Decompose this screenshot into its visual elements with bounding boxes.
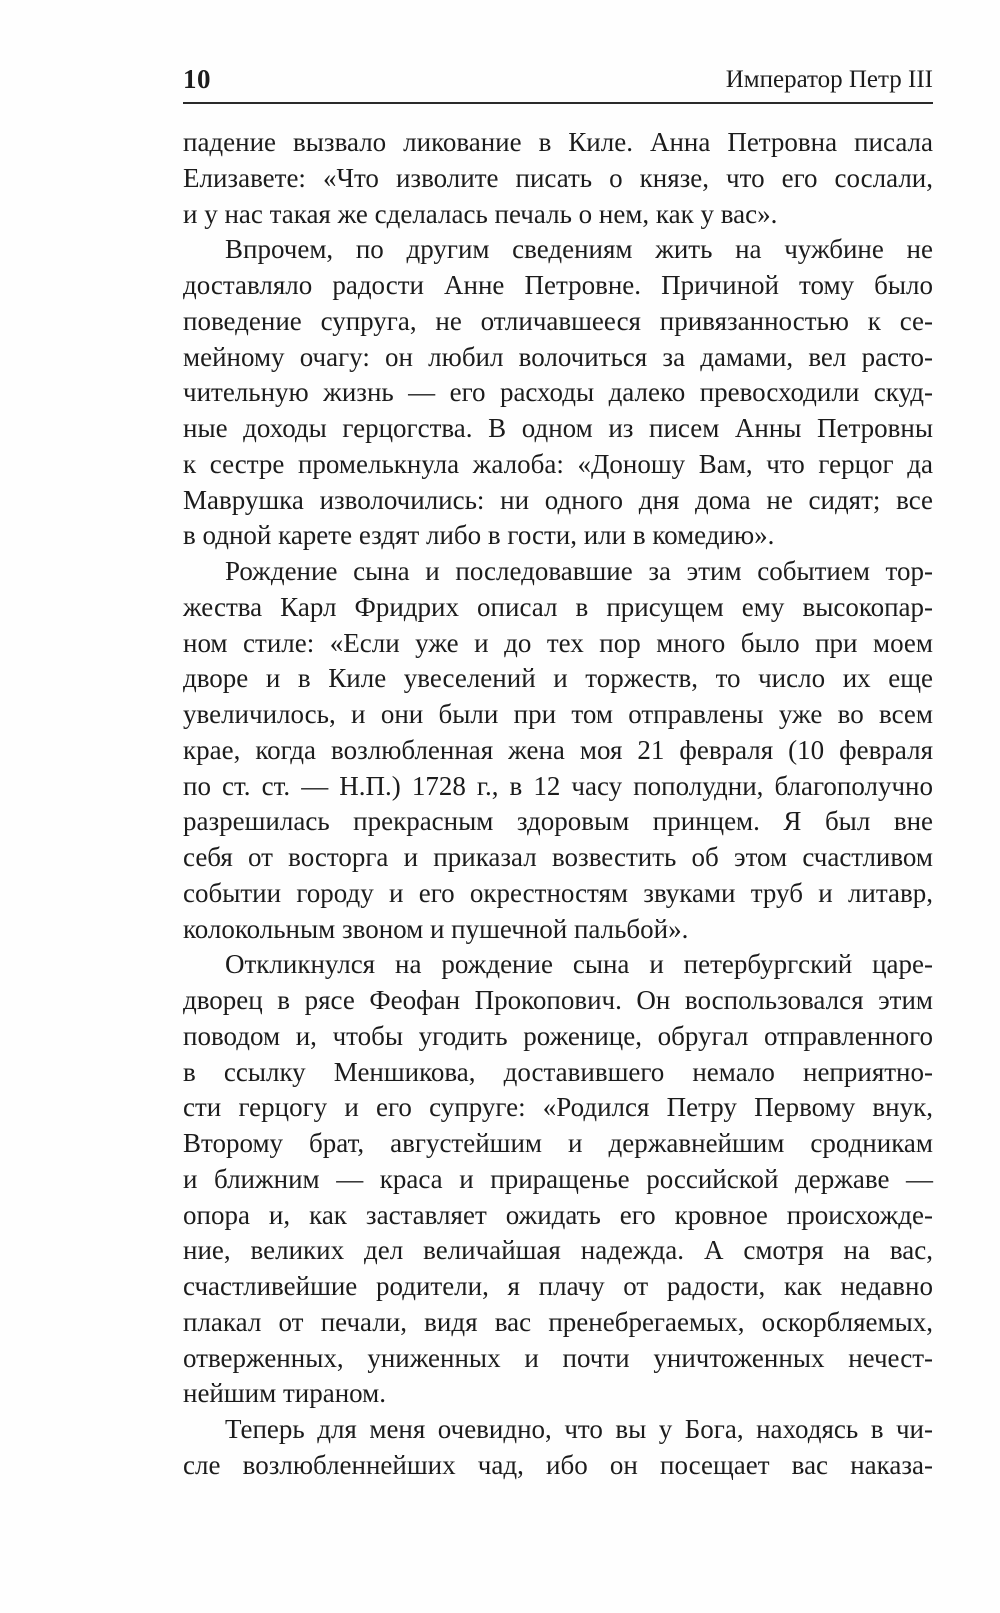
running-title: Император Петр III (725, 66, 933, 93)
text-line: падение вызвало ликование в Киле. Анна Петровна писала (183, 127, 933, 157)
text-line: опора и, как заставляет ожидать его кровное происхожде- (183, 1199, 933, 1230)
text-line: в ссылку Меншикова, доставившего немало неприятно- (183, 1056, 933, 1087)
text-line: Второму брат, августейшим и державнейшим сродникам (183, 1128, 933, 1158)
text-line: мейному очагу: он любил волочиться за дамами, вел расто- (183, 341, 933, 372)
text-line: увеличилось, и они были при том отправлены уже во всем (183, 699, 933, 729)
text-line: счастливейшие родители, я плачу от радости, как недавно (183, 1271, 933, 1301)
text-line: поведение супруга, не отличавшееся привязанностью к се- (183, 305, 933, 336)
text-line: в одной карете ездят либо в гости, или в комедию». (183, 520, 775, 551)
text-line: доставляло радости Анне Петровне. Причиной тому было (183, 270, 933, 300)
text-line: ние, великих дел величайшая надежда. А смотря на вас, (183, 1235, 933, 1266)
text-line: ном стиле: «Если уже и до тех пор много было при моем (183, 627, 933, 658)
text-line: сле возлюбленнейших чад, ибо он посещает вас наказа- (183, 1449, 933, 1480)
text-line: жества Карл Фридрих описал в присущем ему высокопар- (183, 591, 933, 622)
text-line: и ближним — краса и приращенье российской державе — (183, 1163, 933, 1194)
text-line: и у нас такая же сделалась печаль о нем, как у вас». (183, 198, 778, 229)
text-line: чительную жизнь — его расходы далеко превосходили скуд- (183, 377, 933, 408)
text-line: Елизавете: «Что изволите писать о князе, что его сослали, (183, 162, 933, 193)
text-line: дворец в рясе Феофан Прокопович. Он воспользовался этим (183, 985, 933, 1015)
text-line: Рождение сына и последовавшие за этим событием тор- (225, 556, 933, 586)
text-line: крае, когда возлюбленная жена моя 21 февраля (10 февраля (183, 734, 933, 765)
text-line: событии городу и его окрестностям звуками труб и литавр, (183, 877, 933, 908)
page-header (183, 62, 933, 104)
text-line: Маврушка изволочились: ни одного дня дома не сидят; все (183, 484, 933, 515)
text-line: дворе и в Киле увеселений и торжеств, то число их еще (183, 663, 933, 694)
text-line: разрешилась прекрасным здоровым принцем. Я был вне (183, 806, 933, 837)
text-line: Теперь для меня очевидно, что вы у Бога, находясь в чи- (225, 1414, 933, 1444)
page-number: 10 (183, 64, 211, 94)
text-line: поводом и, чтобы угодить роженице, обругал отправленного (183, 1020, 933, 1051)
text-line: себя от восторга и приказал возвестить об этом счастливом (183, 842, 933, 872)
text-line: по ст. ст. — Н.П.) 1728 г., в 12 часу пополудни, благополучно (183, 770, 933, 801)
text-line: Впрочем, по другим сведениям жить на чужбине не (225, 234, 933, 265)
text-line: отверженных, униженных и почти уничтоженных нечест- (183, 1342, 933, 1373)
text-line: ные доходы герцогства. В одном из писем Анны Петровны (183, 413, 933, 443)
text-line: к сестре промелькнула жалоба: «Доношу Вам, что герцог да (183, 448, 933, 479)
text-line: нейшим тираном. (183, 1378, 386, 1409)
text-line: сти герцогу и его супруге: «Родился Петру Первому внук, (183, 1092, 933, 1123)
text-line: Откликнулся на рождение сына и петербургский царе- (225, 949, 933, 980)
text-line: колокольным звоном и пушечной пальбой». (183, 913, 689, 944)
body-text (183, 125, 933, 1484)
text-line: плакал от печали, видя вас пренебрегаемых, оскорбляемых, (183, 1306, 933, 1337)
